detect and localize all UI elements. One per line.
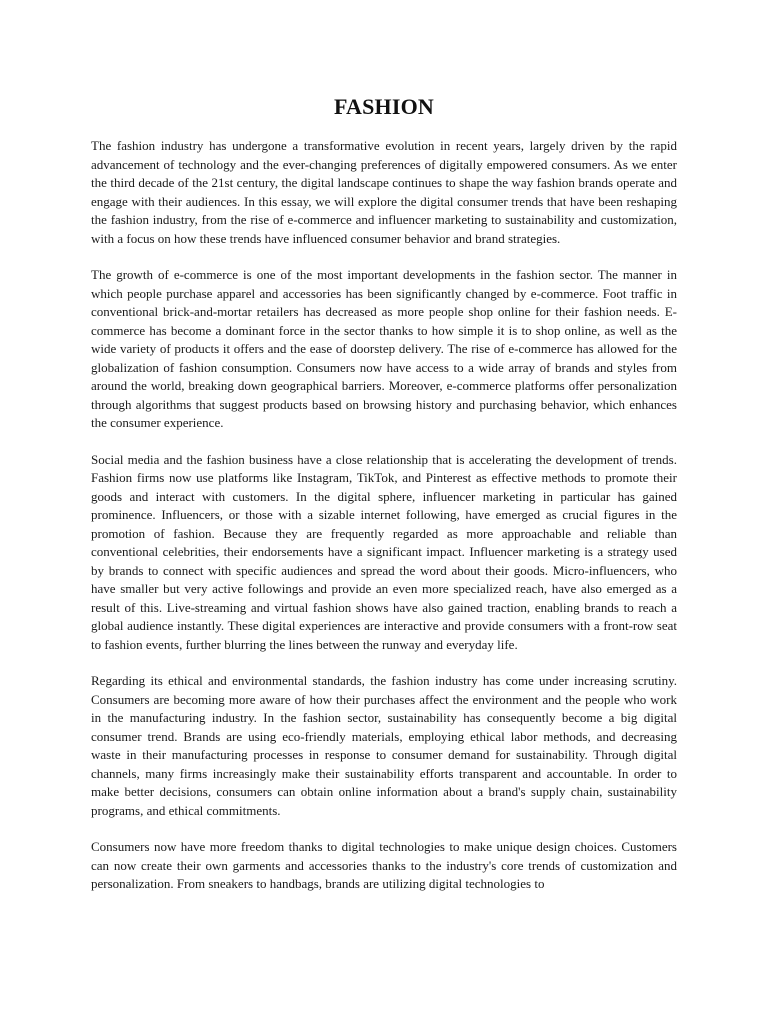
document-body <box>91 137 677 912</box>
document-title: FASHION <box>333 94 434 119</box>
paragraph-intro: The fashion industry has undergone a transformative evolution in recent years, largely driven by the rapid advancement of technology and the ever-changing preferences of digitally empowered consumers. As we enter the third decade of the 21st century, the digital landscape continues to shape the way fashion brands operate and engage with their audiences. In this essay, we will explore the digital consumer trends that have been reshaping the fashion industry, from the rise of e-commerce and influencer marketing to sustainability and customization, with a focus on how these trends have influenced consumer behavior and brand strategies. <box>91 138 677 246</box>
paragraph-social-media: Social media and the fashion business have a close relationship that is accelerating the development of trends. Fashion firms now use platforms like Instagram, TikTok, and Pinterest as effective methods to promote their goods and interact with customers. In the digital sphere, influencer marketing in particular has gained prominence. Influencers, or those with a sizable internet following, have emerged as crucial figures in the promotion of fashion. Because they are frequently regarded as more approachable and reliable than conventional celebrities, their endorsements have a significant impact. Influencer marketing is a strategy used by brands to connect with specific audiences and spread the word about their goods. Micro-influencers, who have smaller but very active followings and provide an even more specialized reach, have also emerged as a result of this. Live-streaming and virtual fashion shows have also gained traction, enabling brands to reach a global audience instantly. These digital experiences are interactive and provide consumers with a front-row seat to fashion events, further blurring the lines between the runway and everyday life. <box>91 451 677 652</box>
paragraph-ecommerce: The growth of e-commerce is one of the most important developments in the fashion sector. The manner in which people purchase apparel and accessories has been significantly changed by e-commerce. Foot traffic in conventional brick-and-mortar retailers has decreased as more people shop online for their fashion needs. E-commerce has become a dominant force in the sector thanks to how simple it is to shop online, as well as the wide variety of products it offers and the ease of doorstep delivery. The rise of e-commerce has allowed for the globalization of fashion consumption. Consumers now have access to a wide array of brands and styles from around the world, breaking down geographical barriers. Moreover, e-commerce platforms offer personalization through algorithms that suggest products based on browsing history and purchasing behavior, which enhances the consumer experience. <box>91 267 677 430</box>
paragraph-sustainability: Regarding its ethical and environmental standards, the fashion industry has come under increasing scrutiny. Consumers are becoming more aware of how their purchases affect the environment and the people who work in the manufacturing industry. In the fashion sector, sustainability has consequently become a big digital consumer trend. Brands are using eco-friendly materials, employing ethical labor methods, and decreasing waste in their manufacturing processes in response to consumer demand for sustainability. Through digital channels, many firms increasingly make their sustainability efforts transparent and accountable. In order to make better decisions, consumers can obtain online information about a brand's supply chain, sustainability programs, and ethical commitments. <box>91 673 677 818</box>
paragraph-customization: Consumers now have more freedom thanks to digital technologies to make unique design choices. Customers can now create their own garments and accessories thanks to the industry's core trends of customization and personalization. From sneakers to handbags, brands are utilizing digital technologies to <box>91 839 677 891</box>
